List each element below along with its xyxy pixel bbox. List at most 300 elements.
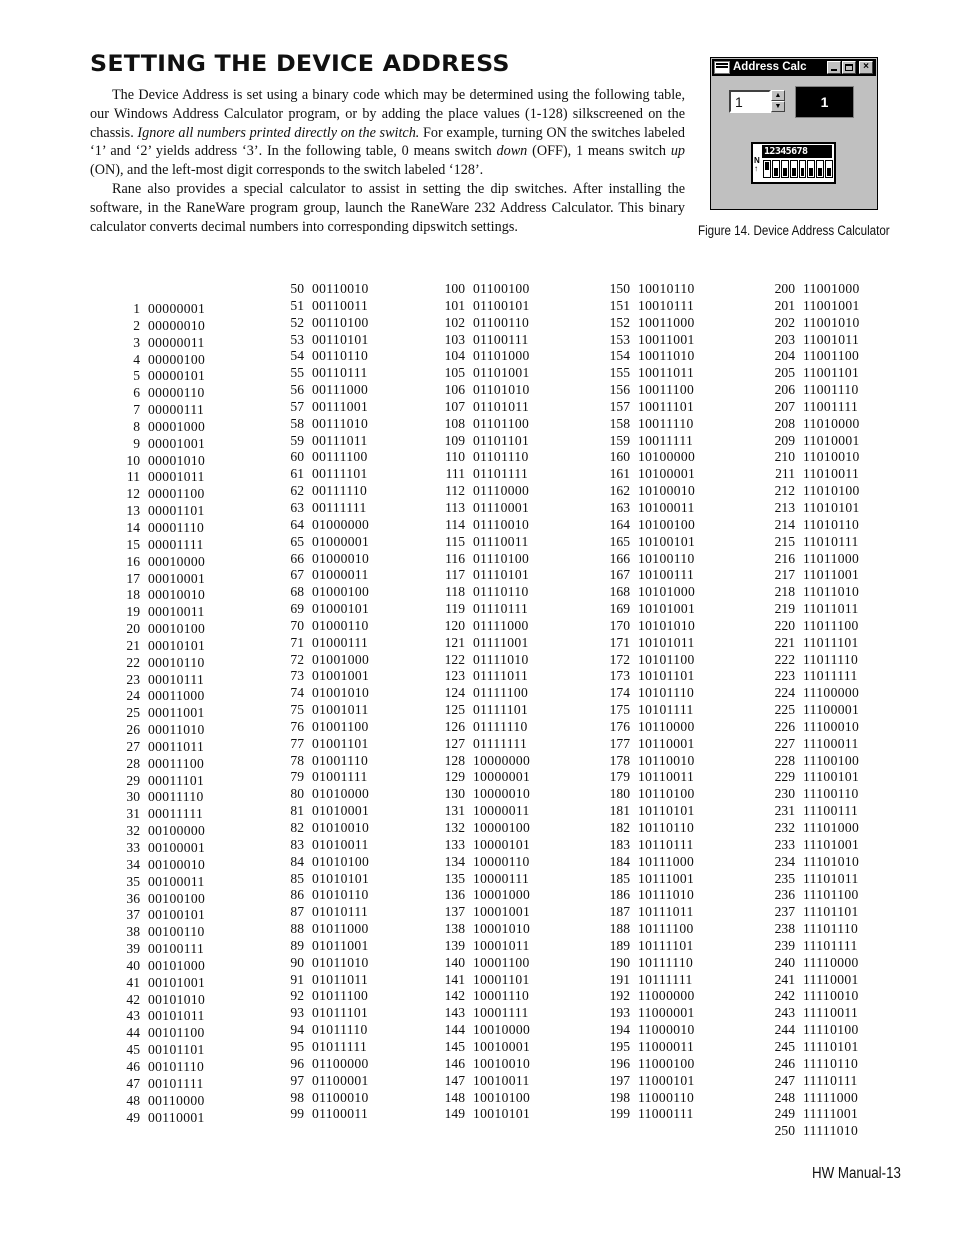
address-number: 6 [133,385,140,401]
spin-up-button[interactable] [771,90,785,101]
address-row [111,1042,205,1059]
address-number: 140 [444,954,465,970]
address-row [766,988,860,1005]
address-number: 43 [126,1008,140,1024]
address-row [766,281,860,298]
address-row [436,517,530,534]
address-number: 185 [609,870,630,886]
address-number: 193 [609,1005,630,1021]
address-row [275,635,369,652]
address-row [111,554,205,571]
address-binary: 10100011 [638,499,695,515]
minimize-button[interactable] [827,61,841,74]
address-binary: 00011111 [148,806,204,822]
address-row [111,891,205,908]
address-number: 74 [290,685,304,701]
address-row [436,1005,530,1022]
address-number: 178 [609,752,630,768]
address-binary: 11111001 [803,1106,859,1122]
address-row [436,281,530,298]
address-row [436,618,530,635]
address-row [601,534,695,551]
address-binary: 11000011 [638,1038,695,1054]
address-row [111,604,205,621]
address-number: 192 [609,988,630,1004]
address-row [601,382,695,399]
address-number: 250 [774,1123,795,1139]
address-row [766,921,860,938]
address-row [601,298,695,315]
page-heading: SETTING THE DEVICE ADDRESS [90,52,510,77]
address-number: 58 [290,415,304,431]
address-binary: 01100110 [473,314,530,330]
address-number: 174 [609,685,630,701]
address-row [766,719,860,736]
address-binary: 10111101 [638,937,694,953]
spin-down-button[interactable] [771,101,785,112]
address-row [436,736,530,753]
address-number: 13 [126,503,140,519]
address-row [111,857,205,874]
address-binary: 00110011 [312,297,369,313]
address-row [275,584,369,601]
address-row [601,1073,695,1090]
address-number: 57 [290,398,304,414]
address-number: 144 [444,1022,465,1038]
address-binary: 11011100 [803,617,859,633]
address-binary: 11010101 [803,499,860,515]
address-binary: 00110010 [312,281,369,296]
address-row [601,517,695,534]
address-binary: 01101000 [473,348,530,364]
address-row [111,453,205,470]
address-row [601,786,695,803]
address-row [436,1106,530,1123]
address-row [111,907,205,924]
address-number: 47 [126,1075,140,1091]
address-row [111,924,205,941]
address-row [111,621,205,638]
intro-paragraph-2: Rane also provides a special calculator to assist in setting the dip switches. After installing the software, in the RaneWare program group, launch the RaneWare 232 Address Calculator. This binary calculator converts decimal numbers into corresponding dipswitch settings. [90,180,685,235]
address-binary: 10010101 [473,1106,531,1122]
address-number: 172 [609,651,630,667]
address-number: 246 [774,1055,795,1071]
address-binary: 01101110 [473,449,529,465]
address-number: 188 [609,921,630,937]
address-number: 194 [609,1022,630,1038]
address-binary: 10001010 [473,921,531,937]
address-row [601,652,695,669]
address-number: 182 [609,820,630,835]
address-row [275,551,369,568]
address-binary: 00101010 [148,991,206,1007]
dip-switch-knob [774,168,778,176]
address-binary: 10100111 [638,567,695,583]
address-binary: 01100000 [312,1055,369,1071]
address-binary: 00101100 [148,1025,205,1041]
address-binary: 11101000 [803,820,860,835]
address-binary: 11001101 [803,365,860,381]
address-row [111,419,205,436]
address-binary: 00110101 [312,331,369,347]
address-binary: 11000001 [638,1005,695,1021]
address-row [275,483,369,500]
address-binary: 01100111 [473,331,529,347]
address-number: 22 [126,654,140,670]
address-spin-input[interactable]: 1 [729,90,771,113]
address-binary: 10001000 [473,887,531,903]
address-number: 208 [774,415,795,431]
address-number: 70 [290,617,304,633]
address-row [275,938,369,955]
address-number: 124 [444,685,465,701]
address-binary: 01000111 [312,634,369,650]
address-row [436,1056,530,1073]
address-binary: 10101111 [638,702,694,718]
address-row [275,1039,369,1056]
address-row [275,500,369,517]
close-button[interactable] [859,61,873,74]
address-row [436,1090,530,1107]
address-row [111,958,205,975]
address-row [436,652,530,669]
address-binary: 11110111 [803,1072,858,1088]
address-binary: 10100001 [638,466,696,482]
address-binary: 10111011 [638,904,694,920]
address-row [275,567,369,584]
address-row [601,1090,695,1107]
address-binary: 01101101 [473,432,530,448]
address-table-column-1 [111,301,205,1126]
address-row [766,315,860,332]
address-binary: 11000000 [638,988,695,1004]
address-row [601,904,695,921]
address-number: 235 [774,870,795,886]
address-row [111,520,205,537]
address-binary: 01110010 [473,516,530,532]
address-number: 108 [444,415,465,431]
address-number: 109 [444,432,465,448]
address-binary: 00010010 [148,587,206,603]
address-row [111,756,205,773]
address-number: 238 [774,921,795,937]
address-binary: 11000110 [638,1089,695,1105]
address-number: 153 [609,331,630,347]
address-binary: 11001100 [803,348,860,364]
address-row [601,820,695,837]
address-number: 168 [609,584,630,600]
address-row [275,652,369,669]
address-binary: 00011100 [148,755,205,771]
address-row [766,769,860,786]
address-binary: 10011001 [638,331,695,347]
window-titlebar[interactable] [712,59,876,76]
address-binary: 00010001 [148,570,206,586]
address-number: 132 [444,820,465,835]
address-row [436,837,530,854]
address-row [766,534,860,551]
address-binary: 01110100 [473,550,530,566]
address-row [111,705,205,722]
address-row [111,436,205,453]
address-number: 62 [290,483,304,499]
address-number: 120 [444,617,465,633]
address-row [766,871,860,888]
address-number: 130 [444,786,465,802]
address-number: 201 [774,297,795,313]
address-number: 148 [444,1089,465,1105]
address-binary: 10101101 [638,668,695,684]
address-number: 244 [774,1022,795,1038]
address-number: 187 [609,904,630,920]
address-binary: 00111111 [312,499,367,515]
address-number: 125 [444,702,465,718]
address-binary: 10010000 [473,1022,531,1038]
address-binary: 01011110 [312,1022,368,1038]
address-row [766,584,860,601]
address-binary: 11101010 [803,853,860,869]
address-row [111,402,205,419]
address-number: 218 [774,584,795,600]
address-row [601,955,695,972]
address-number: 94 [290,1022,304,1038]
address-number: 89 [290,937,304,953]
address-number: 37 [126,907,140,923]
address-binary: 00011110 [148,789,204,805]
address-binary: 00011000 [148,688,205,704]
address-number: 25 [126,705,140,721]
address-number: 231 [774,803,795,819]
address-number: 133 [444,836,465,852]
address-number: 51 [290,297,304,313]
address-binary: 10101001 [638,601,696,617]
address-row [275,955,369,972]
address-binary: 11001011 [803,331,860,347]
address-row [275,668,369,685]
address-row [275,753,369,770]
address-number: 167 [609,567,630,583]
address-number: 29 [126,772,140,788]
address-number: 147 [444,1072,465,1088]
address-binary: 01111011 [473,668,529,684]
address-row [766,652,860,669]
address-row [111,352,205,369]
address-row [601,837,695,854]
address-number: 177 [609,735,630,751]
address-row [275,1106,369,1123]
address-binary: 11101111 [803,937,858,953]
minimize-icon [831,69,837,71]
address-row [111,301,205,318]
address-row [766,904,860,921]
address-binary: 11110000 [803,954,859,970]
address-number: 219 [774,601,795,617]
address-number: 247 [774,1072,795,1088]
address-number: 197 [609,1072,630,1088]
maximize-button[interactable] [842,61,856,74]
address-row [436,702,530,719]
address-number: 122 [444,651,465,667]
address-row [766,955,860,972]
address-number: 151 [609,297,630,313]
address-number: 119 [445,601,465,617]
address-number: 44 [126,1025,140,1041]
address-row [111,941,205,958]
address-row [275,921,369,938]
address-row [766,298,860,315]
address-binary: 00001001 [148,435,206,451]
address-row [275,449,369,466]
address-number: 232 [774,820,795,835]
dip-switch-7 [816,160,824,178]
address-number: 169 [609,601,630,617]
address-binary: 10110111 [638,836,694,852]
address-row [766,668,860,685]
address-row [601,702,695,719]
address-row [111,1076,205,1093]
address-row [601,1005,695,1022]
address-binary: 00111110 [312,483,368,499]
address-binary: 11100100 [803,752,860,768]
dip-switch-knob [765,162,769,170]
address-number: 38 [126,924,140,940]
dip-switch-knob [818,168,822,176]
address-row [766,601,860,618]
address-row [275,988,369,1005]
address-row [275,719,369,736]
address-row [436,887,530,904]
address-number: 155 [609,365,630,381]
address-row [766,551,860,568]
address-binary: 01101010 [473,382,530,398]
address-row [601,972,695,989]
address-row [601,601,695,618]
address-number: 225 [774,702,795,718]
address-row [436,551,530,568]
address-binary: 10111111 [638,971,693,987]
address-number: 204 [774,348,795,364]
address-row [275,1073,369,1090]
address-row [601,365,695,382]
address-row [766,938,860,955]
address-binary: 11101110 [803,921,859,937]
address-binary: 00100001 [148,840,206,855]
address-row [436,483,530,500]
address-binary: 01101001 [473,365,530,381]
address-number: 111 [445,466,465,482]
address-binary: 01000110 [312,617,369,633]
address-number: 65 [290,533,304,549]
address-binary: 11010111 [803,533,859,549]
address-number: 55 [290,365,304,381]
address-binary: 10000011 [473,803,530,819]
address-number: 59 [290,432,304,448]
address-number: 224 [774,685,795,701]
address-row [111,722,205,739]
dip-switch-2 [772,160,780,178]
address-binary: 01111010 [473,651,529,667]
address-number: 234 [774,853,795,869]
address-number: 60 [290,449,304,465]
figure-caption: Figure 14. Device Address Calculator [698,223,890,238]
address-row [275,534,369,551]
address-number: 41 [126,974,140,990]
address-number: 77 [290,735,304,751]
address-binary: 01100001 [312,1072,369,1088]
address-row [436,769,530,786]
address-number: 117 [445,567,465,583]
address-binary: 01110110 [473,584,529,600]
address-number: 88 [290,921,304,937]
address-binary: 00100100 [148,890,206,906]
address-binary: 00001000 [148,418,206,434]
spin-up-icon: ▲ [774,91,782,99]
address-binary: 01110101 [473,567,530,583]
address-binary: 11100101 [803,769,860,785]
address-binary: 10000001 [473,769,531,785]
address-binary: 01001001 [312,668,370,684]
address-binary: 01011011 [312,971,369,987]
address-binary: 10010001 [473,1038,531,1054]
address-row [436,685,530,702]
address-binary: 11010000 [803,415,860,431]
address-number: 141 [444,971,465,987]
address-binary: 11001010 [803,314,860,330]
address-row [436,500,530,517]
address-binary: 11000100 [638,1055,695,1071]
address-row [275,399,369,416]
address-number: 156 [609,382,630,398]
address-number: 32 [126,823,140,839]
address-number: 2 [133,317,140,333]
address-binary: 01111100 [473,685,529,701]
address-number: 71 [290,634,304,650]
address-row [766,702,860,719]
address-binary: 10110001 [638,735,695,751]
address-number: 96 [290,1055,304,1071]
address-binary: 10111110 [638,954,694,970]
window-title: Address Calc [733,61,807,73]
address-number: 217 [774,567,795,583]
address-number: 80 [290,786,304,802]
address-number: 129 [444,769,465,785]
address-row [111,789,205,806]
address-number: 91 [290,971,304,987]
address-binary: 10110011 [638,769,695,785]
address-binary: 10100000 [638,449,696,465]
address-row [436,753,530,770]
address-row [601,1039,695,1056]
address-row [601,938,695,955]
address-number: 233 [774,836,795,852]
address-binary: 00000111 [148,402,205,418]
address-number: 116 [445,550,465,566]
address-binary: 10001100 [473,954,530,970]
dip-switch-8 [825,160,833,178]
address-row [766,1106,860,1123]
address-binary: 10000110 [473,853,530,869]
address-number: 81 [290,803,304,819]
address-binary: 00010101 [148,637,206,653]
address-number: 99 [290,1106,304,1122]
address-row [436,1073,530,1090]
address-row [436,921,530,938]
address-number: 199 [609,1106,630,1122]
address-binary: 00111101 [312,466,368,482]
address-binary: 10100101 [638,533,696,549]
address-binary: 01010111 [312,904,369,920]
address-row [766,399,860,416]
